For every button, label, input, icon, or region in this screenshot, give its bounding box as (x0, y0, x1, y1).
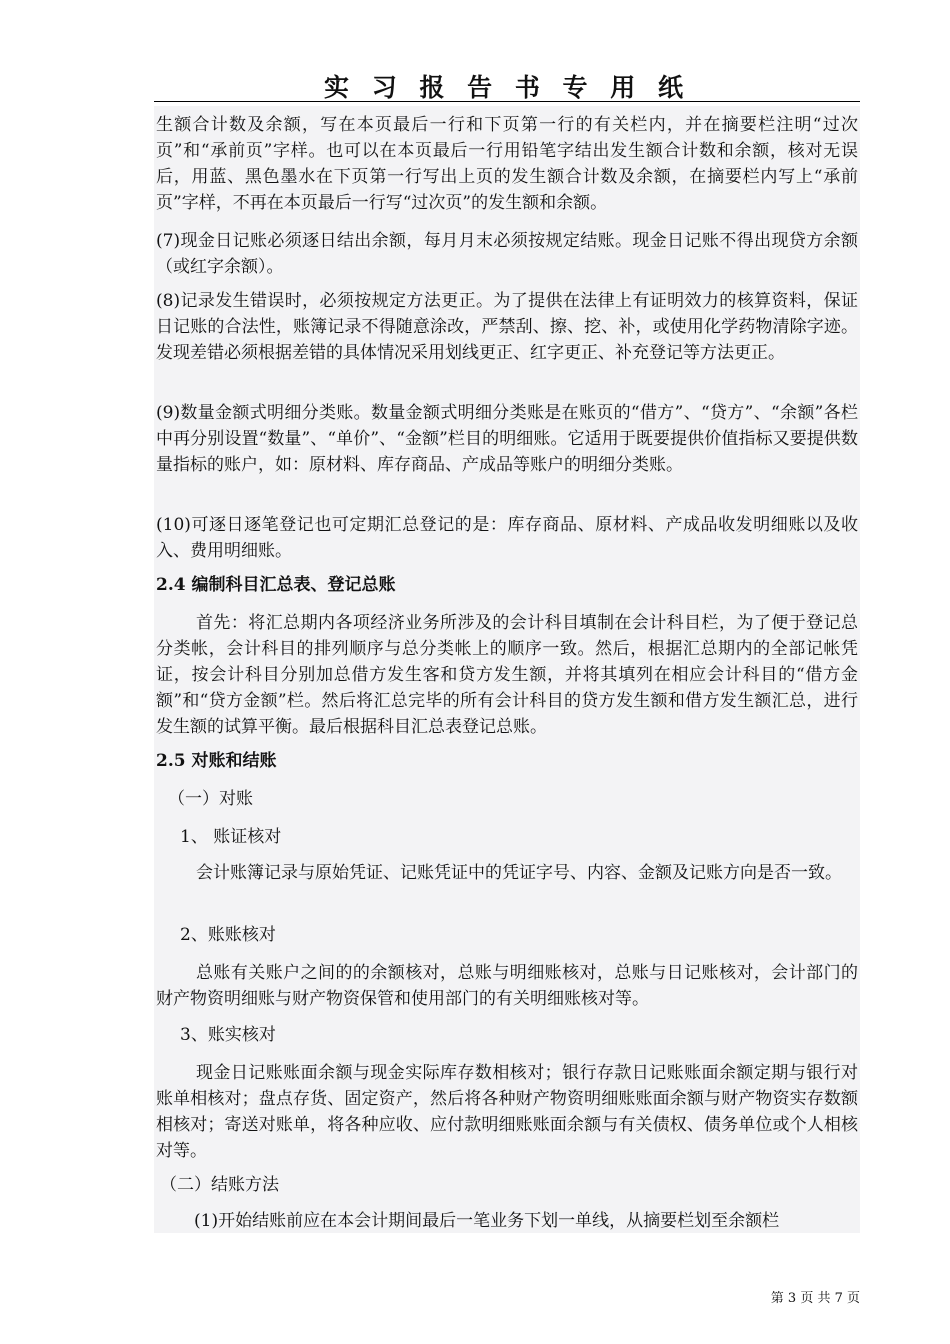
list-item-voucher-check: 1、 账证核对 (180, 827, 282, 847)
subheading-closing-method: （二）结账方法 (160, 1175, 279, 1195)
subheading-reconciliation: （一）对账 (168, 789, 253, 809)
paragraph-item-8: (8)记录发生错误时，必须按规定方法更正。为了提供在法律上有证明效力的核算资料，保证日记账的合法性，账簿记录不得随意涂改，严禁刮、擦、挖、补，或使用化学药物清除字迹。发现差错必须根据差错的具体情况采用划线更正、红字更正、补充登记等方法更正。 (156, 291, 858, 363)
list-item-physical-check: 3、账实核对 (180, 1025, 276, 1045)
section-heading-2-5: 2.5 对账和结账 (156, 751, 277, 771)
paragraph-item-7: (7)现金日记账必须逐日结出余额，每月月末必须按规定结账。现金日记账不得出现贷方余额（或红字余额）。 (156, 231, 858, 277)
page-header-title: 实 习 报 告 书 专 用 纸 (324, 73, 690, 102)
header-rule (154, 101, 860, 102)
page-number: 第 3 页 共 7 页 (770, 1291, 860, 1306)
paragraph-item-9: (9)数量金额式明细分类账。数量金额式明细分类账是在账页的“借方”、“贷方”、“余额”各栏中再分别设置“数量”、“单价”、“金额”栏目的明细账。它适用于既要提供价值指标又要提供数量指标的账户，如：原材料、库存商品、产成品等账户的明细分类账。 (156, 403, 858, 475)
section-2-4-text: 首先：将汇总期内各项经济业务所涉及的会计科目填制在会计科目栏，为了便于登记总分类帐，会计科目的排列顺序与总分类帐上的顺序一致。然后，根据汇总期内的全部记帐凭证，按会计科目分别加总借方发生客和贷方发生额，并将其填列在相应会计科目的“借方金额”和“贷方金额”栏。然后将汇总完毕的所有会计科目的贷方发生额和借方发生额汇总，进行发生额的试算平衡。最后根据科目汇总表登记总账。 (156, 613, 858, 737)
voucher-check-text: 会计账簿记录与原始凭证、记账凭证中的凭证字号、内容、金额及记账方向是否一致。 (196, 863, 842, 883)
paragraph-item-10: (10)可逐日逐笔登记也可定期汇总登记的是：库存商品、原材料、产成品收发明细账以及收入、费用明细账。 (156, 515, 858, 561)
closing-method-text: (1)开始结账前应在本会计期间最后一笔业务下划一单线，从摘要栏划至余额栏 (194, 1211, 780, 1231)
ledger-check-text: 总账有关账户之间的的余额核对，总账与明细账核对，总账与日记账核对，会计部门的财产物资明细账与财产物资保管和使用部门的有关明细账核对等。 (156, 963, 858, 1009)
paragraph-carryover: 生额合计数及余额，写在本页最后一行和下页第一行的有关栏内，并在摘要栏注明“过次页”和“承前页”字样。也可以在本页最后一行用铅笔字结出发生额合计数和余额，核对无误后，用蓝、黑色墨水在下页第一行写出上页的发生额合计数及余额，在摘要栏内写上“承前页”字样，不再在本页最后一行写“过次页”的发生额和余额。 (156, 115, 858, 213)
document-body (154, 106, 860, 1233)
list-item-ledger-check: 2、账账核对 (180, 925, 276, 945)
section-heading-2-4: 2.4 编制科目汇总表、登记总账 (156, 575, 396, 595)
physical-check-text: 现金日记账账面余额与现金实际库存数相核对；银行存款日记账账面余额定期与银行对账单相核对；盘点存货、固定资产，然后将各种财产物资明细账账面余额与财产物资实存数额相核对；寄送对账单，将各种应收、应付款明细账账面余额与有关债权、债务单位或个人相核对等。 (156, 1063, 858, 1161)
